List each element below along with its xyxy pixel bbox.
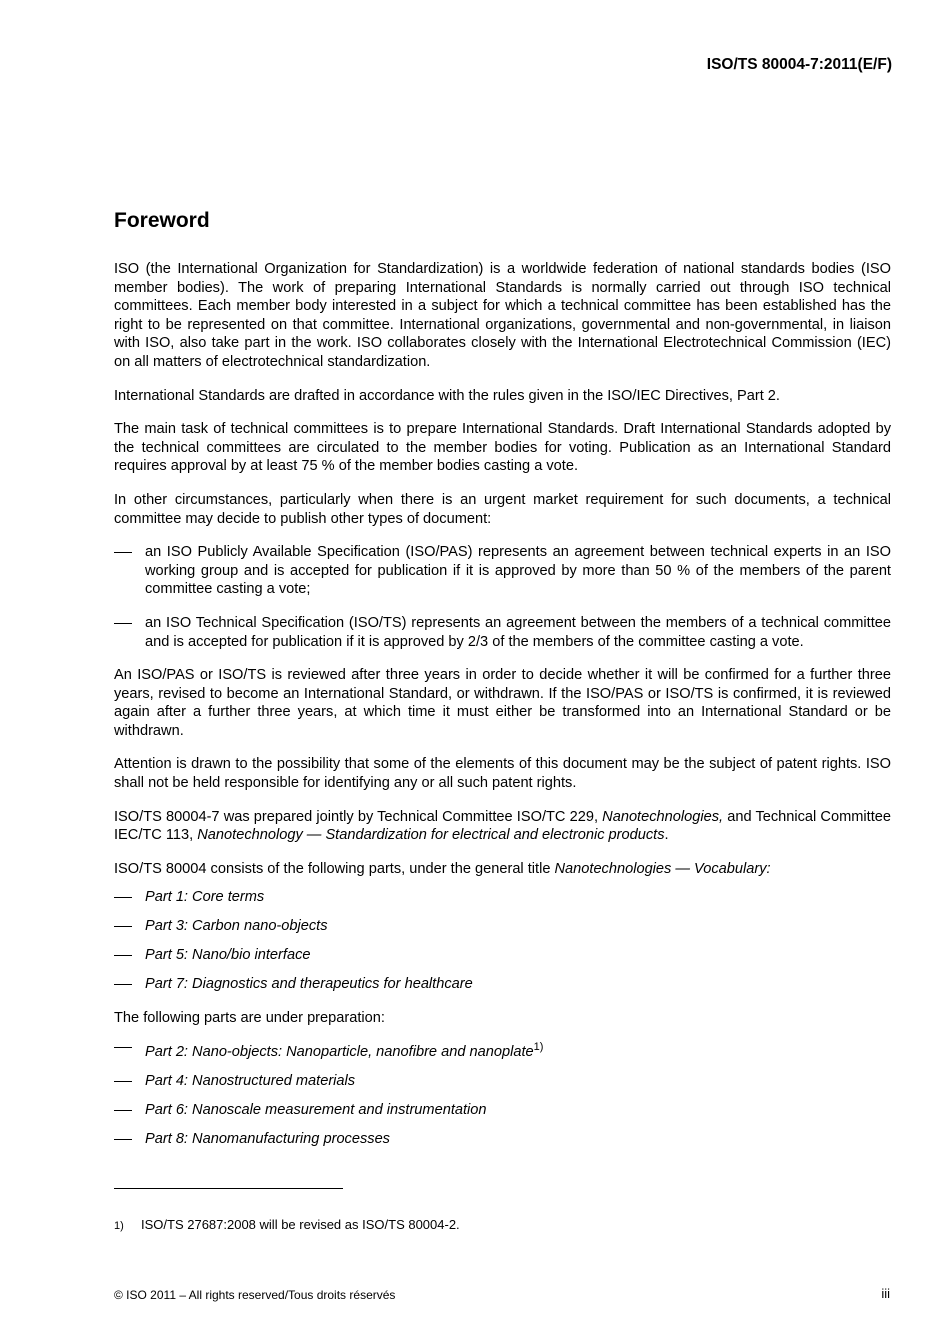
document-types-list bbox=[114, 543, 891, 651]
footnote bbox=[114, 1217, 460, 1232]
list-item: Part 3: Carbon nano-objects bbox=[145, 918, 328, 935]
list-item: Part 2: Nano-objects: Nanoparticle, nanofibre and nanoplate$^{1)}$ bbox=[145, 1040, 544, 1060]
list-item: Part 7: Diagnostics and therapeutics for healthcare bbox=[145, 976, 473, 993]
paragraph-patent-rights: Attention is drawn to the possibility that some of the elements of this document may be the subject of patent rights. ISO shall not be held responsible for identifying any or all such patent rights. bbox=[114, 756, 891, 792]
footnote-number: 1) bbox=[114, 1220, 124, 1232]
paragraph-parts-intro: ISO/TS 80004 consists of the following parts, under the general title Nanotechnologies — Vocabulary: bbox=[114, 860, 771, 877]
list-item: an ISO Technical Specification (ISO/TS) represents an agreement between the members of a technical committee and is accepted for publication if it is approved by 2/3 of the members of the committee casting a vote. bbox=[145, 614, 891, 650]
paragraph-directives: International Standards are drafted in accordance with the rules given in the ISO/IEC Directives, Part 2. bbox=[114, 387, 780, 404]
paragraph-review: An ISO/PAS or ISO/TS is reviewed after three years in order to decide whether it will be confirmed for a further three years, revised to become an International Standard, or withdrawn. If the ISO/PAS or ISO/TS is confirmed, it is reviewed again after a further three years, at which time it must either be transformed into an International Standard or be withdrawn. bbox=[114, 667, 891, 739]
footnote-text: ISO/TS 27687:2008 will be revised as ISO/TS 80004-2. bbox=[141, 1217, 460, 1232]
paragraph-under-preparation: The following parts are under preparation: bbox=[114, 1009, 385, 1026]
paragraph-main-task: The main task of technical committees is to prepare International Standards. Draft International Standards adopted by the technical committees are circulated to the member bodies for voting. Publication as an International Standard requires approval by at least 75 % of the member bodies casting a vote. bbox=[114, 421, 891, 475]
paragraph-iso-federation: ISO (the International Organization for Standardization) is a worldwide federation of national standards bodies (ISO member bodies). The work of preparing International Standards is normally carried out through ISO technical committees. Each member body interested in a subject for which a technical committee has been established has the right to be represented on that committee. International organizations, governmental and non-governmental, in liaison with ISO, also take part in the work. ISO collaborates closely with the International Electrotechnical Commission (IEC) on all matters of electrotechnical standardization. bbox=[114, 261, 891, 370]
footnote-marker: 1) bbox=[533, 1040, 544, 1053]
list-item: Part 1: Core terms bbox=[145, 889, 265, 906]
list-item: an ISO Publicly Available Specification (ISO/PAS) represents an agreement between technical experts in an ISO working group and is accepted for publication if it is approved by more than 50 % of the members of the parent committee casting a vote; bbox=[145, 544, 891, 598]
parts-in-preparation-list bbox=[114, 1038, 891, 1149]
paragraph-other-circumstances: In other circumstances, particularly when there is an urgent market requirement for such documents, a technical committee may decide to publish other types of document: bbox=[114, 491, 891, 527]
footnote-separator bbox=[114, 1188, 343, 1189]
list-item: Part 5: Nano/bio interface bbox=[145, 947, 311, 964]
paragraph-prepared-by: ISO/TS 80004-7 was prepared jointly by Technical Committee ISO/TC 229, Nanotechnologies, and Technical Committee IEC/TC 113, Nanotechnology — Standardization for electrical and electronic products. bbox=[114, 808, 891, 844]
document-reference: ISO/TS 80004-7:2011(E/F) bbox=[706, 56, 892, 73]
list-item: Part 8: Nanomanufacturing processes bbox=[145, 1130, 390, 1147]
page-number: iii bbox=[881, 1286, 890, 1301]
foreword-body bbox=[114, 260, 891, 1163]
copyright-footer: © ISO 2011 – All rights reserved/Tous droits réservés bbox=[114, 1288, 396, 1302]
list-item: Part 4: Nanostructured materials bbox=[145, 1072, 356, 1089]
page-title: Foreword bbox=[114, 209, 210, 232]
list-item: Part 6: Nanoscale measurement and instrumentation bbox=[145, 1101, 487, 1118]
published-parts-list bbox=[114, 888, 891, 994]
